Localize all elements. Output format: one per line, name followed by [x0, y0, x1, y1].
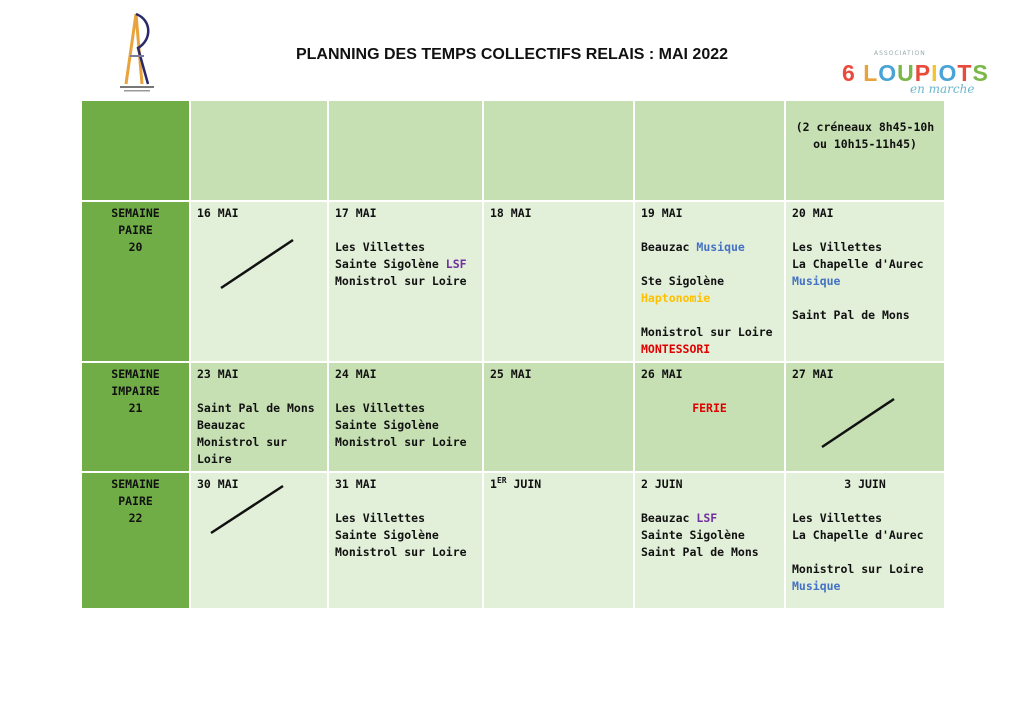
- day-cell: [483, 362, 634, 472]
- week-header-cell: [81, 100, 190, 201]
- activity-line: Ste Sigolène: [641, 274, 725, 288]
- activity-line: Les Villettes: [792, 511, 883, 525]
- week-label-line: SEMAINE: [111, 477, 160, 491]
- week-row: [81, 201, 945, 362]
- activity-line: Sainte Sigolène: [335, 418, 439, 432]
- activity-line: Beauzac LSF: [641, 511, 718, 525]
- day-cell: [328, 472, 483, 609]
- activity-line: Les Villettes: [335, 511, 426, 525]
- day-cell: [785, 201, 945, 362]
- week-label-line: 21: [128, 401, 143, 415]
- day-cell: [328, 362, 483, 472]
- logo-brand-letter: O: [878, 60, 898, 86]
- logo-brand-letter: T: [957, 60, 973, 86]
- planning-table: [80, 99, 946, 610]
- activity-line: Les Villettes: [335, 401, 426, 415]
- holiday-label: FERIE: [692, 401, 727, 415]
- day-cell: [483, 472, 634, 609]
- logo-brand-letter: U: [897, 60, 915, 86]
- activity-line: Saint Pal de Mons: [792, 308, 910, 322]
- activity-line: Sainte Sigolène: [335, 528, 439, 542]
- header-cell: [634, 100, 785, 201]
- day-cell: [634, 201, 785, 362]
- header-cell: [328, 100, 483, 201]
- activity-line: Monistrol sur Loire: [197, 435, 288, 466]
- header-cell: [190, 100, 328, 201]
- week-row: [81, 362, 945, 472]
- activity-line: [792, 273, 938, 290]
- day-date: 23 MAI: [197, 367, 239, 381]
- day-date: 24 MAI: [335, 367, 377, 381]
- slots-note-line: ou 10h15-11h45): [813, 137, 917, 151]
- week-row: [81, 472, 945, 609]
- week-label-line: SEMAINE: [111, 206, 160, 220]
- activity-line: La Chapelle d'Aurec: [792, 257, 924, 271]
- logo-brand-letter: O: [938, 60, 958, 86]
- week-label-cell: [81, 201, 190, 362]
- logo-assoc-text: ASSOCIATION: [874, 50, 926, 57]
- activity-tag: Musique: [792, 579, 841, 593]
- week-label-line: 22: [128, 511, 143, 525]
- activity-tag: Haptonomie: [641, 291, 711, 305]
- week-label-line: 20: [128, 240, 143, 254]
- activity-line: [641, 290, 778, 307]
- activity-line: Beauzac Musique: [641, 240, 745, 254]
- activity-tag: LSF: [445, 257, 467, 271]
- logo-sub-text: en marche: [910, 82, 975, 96]
- activity-line: Sainte Sigolène: [641, 528, 745, 542]
- no-session-strike: [191, 473, 351, 613]
- day-date: 18 MAI: [490, 206, 532, 220]
- header-row: [81, 100, 945, 201]
- week-label-line: SEMAINE: [111, 367, 160, 381]
- activity-line: Monistrol sur Loire: [335, 545, 467, 559]
- day-date: 30 MAI: [197, 477, 239, 491]
- activity-line: Monistrol sur Loire: [335, 435, 467, 449]
- relais-logo: [112, 6, 162, 96]
- activity-line: Les Villettes: [792, 240, 883, 254]
- activity-line: Sainte Sigolène LSF: [335, 257, 467, 271]
- activity-line: [792, 578, 938, 595]
- day-date: 16 MAI: [197, 206, 239, 220]
- day-cell: [190, 472, 328, 609]
- header-cell: [483, 100, 634, 201]
- activity-line: Les Villettes: [335, 240, 426, 254]
- activity-line: Saint Pal de Mons: [641, 545, 759, 559]
- day-cell: [634, 472, 785, 609]
- day-date: 27 MAI: [792, 367, 834, 381]
- activity-line: Monistrol sur Loire: [792, 562, 924, 576]
- activity-tag: LSF: [696, 511, 718, 525]
- activity-line: Monistrol sur Loire: [641, 325, 773, 339]
- activity-line: Beauzac: [197, 418, 246, 432]
- logo-brand-letter: L: [863, 60, 879, 86]
- activity-line: Monistrol sur Loire: [335, 274, 467, 288]
- activity-tag: MONTESSORI: [641, 342, 711, 356]
- week-label-cell: [81, 362, 190, 472]
- day-date: 1ER JUIN: [490, 476, 542, 491]
- page-title: PLANNING DES TEMPS COLLECTIFS RELAIS : MAI 2022: [295, 46, 729, 63]
- day-date: 25 MAI: [490, 367, 532, 381]
- slots-note-cell: [785, 100, 945, 201]
- week-label-line: IMPAIRE: [111, 384, 160, 398]
- day-date: 17 MAI: [335, 206, 377, 220]
- logo-brand-letter: 6: [842, 60, 856, 86]
- day-date: 20 MAI: [792, 206, 834, 220]
- day-cell: [785, 472, 945, 609]
- day-date: 3 JUIN: [844, 477, 886, 491]
- day-date: 2 JUIN: [641, 477, 683, 491]
- no-session-strike: [191, 202, 351, 342]
- activity-line: [641, 341, 778, 358]
- day-cell: [190, 201, 328, 362]
- week-label-cell: [81, 472, 190, 609]
- day-cell: [328, 201, 483, 362]
- activity-line: Saint Pal de Mons: [197, 401, 315, 415]
- day-date: 19 MAI: [641, 206, 683, 220]
- activity-tag: Musique: [696, 240, 745, 254]
- slots-note-line: (2 créneaux 8h45-10h: [795, 120, 935, 134]
- logo-brand-letter: I: [931, 60, 939, 86]
- activity-tag: Musique: [792, 274, 841, 288]
- week-label-line: PAIRE: [118, 494, 153, 508]
- logo-brand-letter: S: [972, 60, 989, 86]
- day-date: 26 MAI: [641, 367, 683, 381]
- day-cell: [483, 201, 634, 362]
- day-cell: [634, 362, 785, 472]
- day-cell: [785, 362, 945, 472]
- loupiots-logo: [838, 50, 989, 100]
- activity-line: La Chapelle d'Aurec: [792, 528, 924, 542]
- day-date: 31 MAI: [335, 477, 377, 491]
- logo-brand-letter: P: [914, 60, 932, 86]
- day-cell: [190, 362, 328, 472]
- week-label-line: PAIRE: [118, 223, 153, 237]
